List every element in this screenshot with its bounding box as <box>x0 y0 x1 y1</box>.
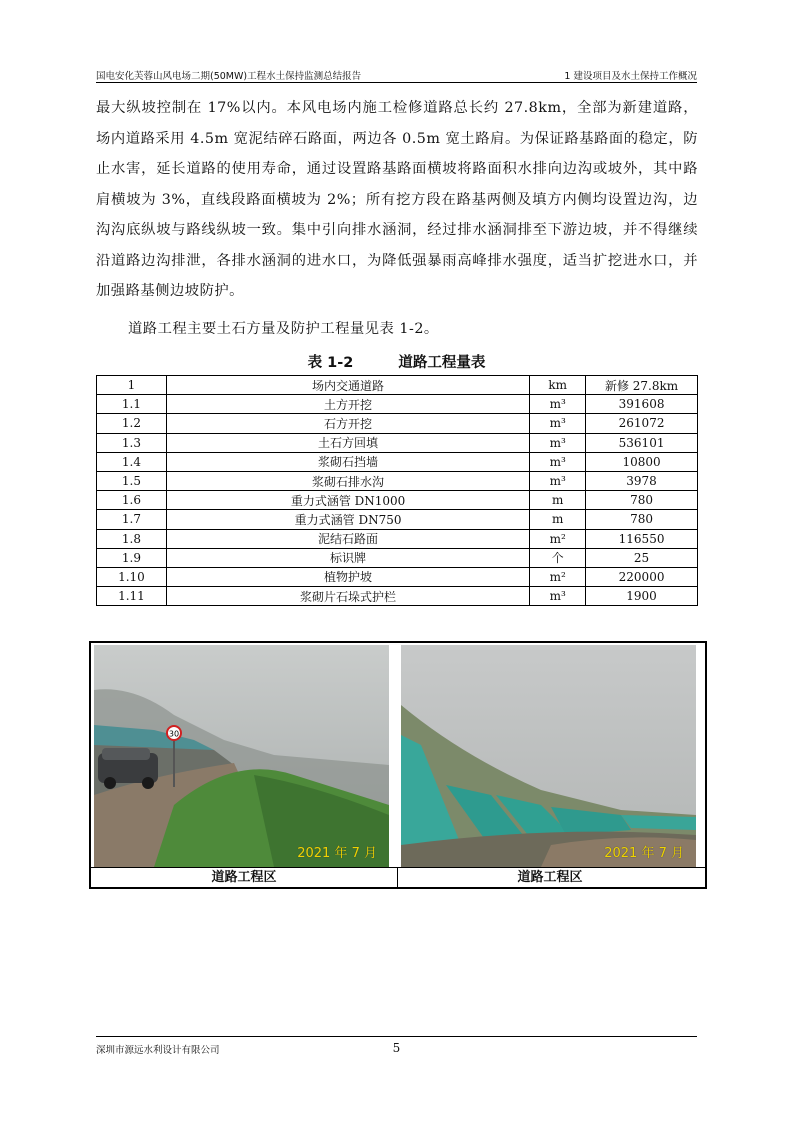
table-row <box>97 491 698 510</box>
body-text <box>96 93 698 307</box>
cell-qty: 新修 27.8km <box>586 376 698 395</box>
photo-date-stamp-2: 2021 年 7 月 <box>604 846 684 861</box>
table-number: 表 1-2 <box>307 355 354 371</box>
cell-unit: m² <box>530 529 586 548</box>
table-row <box>97 529 698 548</box>
cell-unit: m³ <box>530 587 586 606</box>
cell-unit: m³ <box>530 414 586 433</box>
cell-no: 1.10 <box>97 567 167 586</box>
cell-unit: 个 <box>530 548 586 567</box>
table-row <box>97 471 698 490</box>
cell-item: 石方开挖 <box>166 414 529 433</box>
cell-item: 植物护坡 <box>166 567 529 586</box>
cell-no: 1.6 <box>97 491 167 510</box>
cell-unit: m³ <box>530 471 586 490</box>
cell-unit: m³ <box>530 395 586 414</box>
cell-qty: 10800 <box>586 452 698 471</box>
cell-unit: m² <box>530 567 586 586</box>
photo-caption-1: 道路工程区 <box>91 868 398 888</box>
cell-unit: m <box>530 491 586 510</box>
cell-qty: 1900 <box>586 587 698 606</box>
table-row <box>97 414 698 433</box>
cell-unit: km <box>530 376 586 395</box>
road-works-table <box>96 375 698 606</box>
cell-qty: 25 <box>586 548 698 567</box>
cell-unit: m³ <box>530 452 586 471</box>
table-row <box>97 433 698 452</box>
table-row <box>97 587 698 606</box>
road-photo-1 <box>94 645 389 867</box>
photo-date-stamp-1: 2021 年 7 月 <box>297 846 377 861</box>
cell-item: 重力式涵管 DN1000 <box>166 491 529 510</box>
cell-unit: m <box>530 510 586 529</box>
cell-no: 1.1 <box>97 395 167 414</box>
cell-qty: 780 <box>586 510 698 529</box>
table-row <box>97 376 698 395</box>
cell-item: 土方开挖 <box>166 395 529 414</box>
cell-qty: 780 <box>586 491 698 510</box>
cell-no: 1.3 <box>97 433 167 452</box>
cell-item: 重力式涵管 DN750 <box>166 510 529 529</box>
photo-captions <box>91 867 705 888</box>
road-photo-2 <box>401 645 696 867</box>
cell-no: 1.7 <box>97 510 167 529</box>
cell-item: 土石方回填 <box>166 433 529 452</box>
cell-qty: 220000 <box>586 567 698 586</box>
cell-no: 1.11 <box>97 587 167 606</box>
speed-limit-value: 30 <box>168 729 180 739</box>
cell-item: 浆砌石排水沟 <box>166 471 529 490</box>
cell-item: 浆砌石挡墙 <box>166 452 529 471</box>
cell-item: 浆砌片石垛式护栏 <box>166 587 529 606</box>
cell-item: 场内交通道路 <box>166 376 529 395</box>
cell-no: 1.2 <box>97 414 167 433</box>
report-title: 国电安化芙蓉山风电场二期(50MW)工程水土保持监测总结报告 <box>96 71 362 82</box>
cell-qty: 3978 <box>586 471 698 490</box>
table-row <box>97 510 698 529</box>
table-row <box>97 395 698 414</box>
photo-caption-2: 道路工程区 <box>517 870 583 885</box>
paragraph-road-design: 最大纵坡控制在 17%以内。本风电场内施工检修道路总长约 27.8km，全部为新建道路，场内道路采用 4.5m 宽泥结碎石路面，两边各 0.5m 宽土路肩。为保证路基路面的稳定，防止水害，延长道路的使用寿命，通过设置路基路面横坡将路面积水排向边沟或坡外，其中路肩横坡为 3%，直线段路面横坡为 2%；所有挖方段在路基两侧及填方内侧均设置边沟，边沟沟底纵坡与路线纵坡一致。集中引向排水涵洞，经过排水涵洞排至下游边坡，并不得继续沿道路边沟排泄，各排水涵洞的进水口，为降低强暴雨高峰排水强度，适当扩挖进水口，并加强路基侧边坡防护。 <box>96 100 698 299</box>
cell-no: 1.5 <box>97 471 167 490</box>
page-footer <box>96 1036 697 1057</box>
page-header <box>96 66 697 83</box>
cell-qty: 261072 <box>586 414 698 433</box>
table-row <box>97 548 698 567</box>
table-caption <box>0 351 793 372</box>
table-row <box>97 452 698 471</box>
cell-unit: m³ <box>530 433 586 452</box>
cell-no: 1 <box>97 376 167 395</box>
cell-item: 泥结石路面 <box>166 529 529 548</box>
page-number: 5 <box>392 1041 401 1055</box>
table-title: 道路工程量表 <box>398 355 486 371</box>
company-name: 深圳市源远水利设计有限公司 <box>96 1045 220 1056</box>
photo-panel <box>89 641 707 889</box>
chapter-title: 1 建设项目及水土保持工作概况 <box>564 71 697 82</box>
cell-no: 1.8 <box>97 529 167 548</box>
cell-qty: 536101 <box>586 433 698 452</box>
table-row <box>97 567 698 586</box>
paragraph-table-reference: 道路工程主要土石方量及防护工程量见表 1-2。 <box>128 321 439 337</box>
cell-no: 1.9 <box>97 548 167 567</box>
cell-qty: 391608 <box>586 395 698 414</box>
cell-no: 1.4 <box>97 452 167 471</box>
cell-item: 标识牌 <box>166 548 529 567</box>
cell-qty: 116550 <box>586 529 698 548</box>
